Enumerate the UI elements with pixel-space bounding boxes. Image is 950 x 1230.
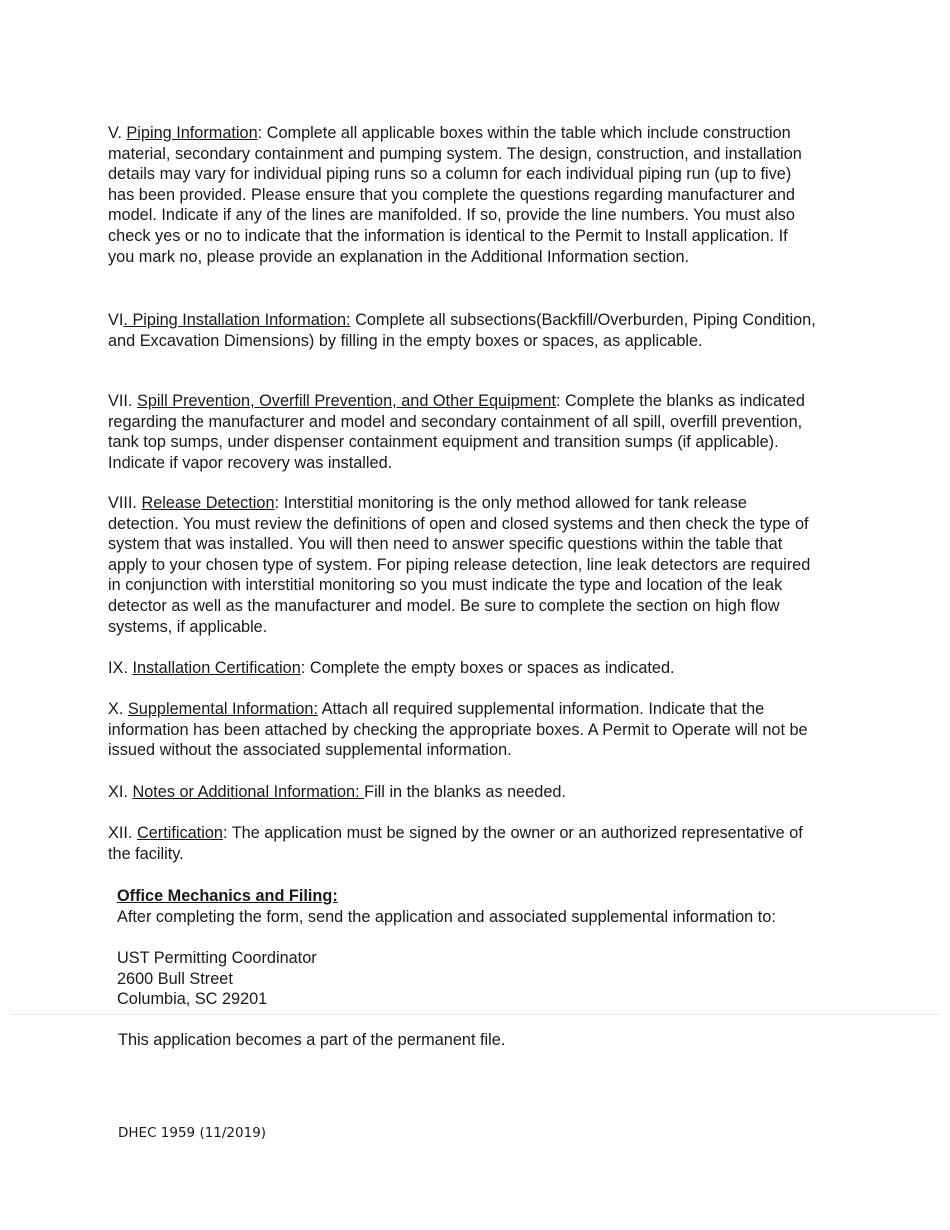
section-body: Fill in the blanks as needed.: [364, 783, 566, 801]
section-body: Complete all subsections(Backfill/Overburden, Piping Condition, and Excavation Dimensions) by filling in the empty boxes or spaces, as applicable.: [108, 311, 816, 350]
section-body: : The application must be signed by the owner or an authorized representative of the facility.: [108, 824, 803, 863]
section-number: XI.: [108, 783, 133, 801]
section-body: : Complete the blanks as indicated regarding the manufacturer and model and secondary containment of all spill, overfill prevention, tank top sumps, under dispenser containment equipment and transition sumps (if applicable). Indicate if vapor recovery was installed.: [108, 392, 805, 472]
section-number: VII.: [108, 392, 137, 410]
section-number: XII.: [108, 824, 137, 842]
address-line: Columbia, SC 29201: [117, 990, 268, 1009]
section-title: Supplemental Information:: [127, 700, 318, 718]
section-title: Installation Certification: [132, 659, 301, 677]
section-title: Release Detection: [141, 494, 275, 512]
address-line: 2600 Bull Street: [117, 969, 233, 988]
section-body: : Complete the empty boxes or spaces as indicated.: [300, 659, 675, 677]
section-title: Spill Prevention, Overfill Prevention, and Other Equipment: [136, 392, 556, 410]
office-heading: Office Mechanics and Filing:: [117, 887, 338, 905]
section-title: . Piping Installation Information:: [123, 311, 351, 329]
section-xi-notes: [108, 782, 818, 803]
section-ix-installation-certification: [108, 658, 818, 679]
section-xii-certification: [108, 823, 818, 864]
section-number: VI: [108, 311, 124, 329]
section-number: V.: [108, 124, 127, 142]
section-number: IX.: [108, 659, 133, 677]
mailing-address: [117, 948, 827, 1010]
section-vi-piping-installation: [108, 310, 818, 351]
address-line: UST Permitting Coordinator: [117, 949, 317, 967]
form-id: DHEC 1959 (11/2019): [118, 1125, 267, 1141]
section-number: X.: [108, 700, 128, 718]
section-vii-spill-overfill: [108, 391, 818, 473]
scan-divider: [10, 1014, 940, 1015]
office-mechanics: [117, 886, 877, 927]
section-body: Attach all required supplemental information. Indicate that the information has been attached by checking the appropriate boxes. A Permit to Operate will not be issued without the associated supplemental information.: [108, 700, 808, 760]
section-number: VIII.: [108, 494, 142, 512]
section-title: Certification: [136, 824, 223, 842]
section-title: Piping Information: [126, 124, 258, 142]
section-title: Notes or Additional Information:: [132, 783, 365, 801]
section-body: : Complete all applicable boxes within the table which include construction material, secondary containment and pumping system. The design, construction, and installation details may vary for individual piping runs so a column for each individual piping run (up to five) has been provided. Please ensure that you complete the questions regarding manufacturer and model. Indicate if any of the lines are manifolded. If so, provide the line numbers. You must also check yes or no to indicate that the information is identical to the Permit to Install application. If you mark no, please provide an explanation in the Additional Information section.: [108, 124, 802, 266]
closing-note: This application becomes a part of the permanent file.: [118, 1031, 506, 1049]
section-v-piping-information: [108, 123, 818, 267]
section-x-supplemental-information: [108, 699, 818, 761]
section-body: : Interstitial monitoring is the only method allowed for tank release detection. You must review the definitions of open and closed systems and then check the type of system that was installed. You will then need to answer specific questions within the table that apply to your chosen type of system. For piping release detection, line leak detectors are required in conjunction with interstitial monitoring so you must indicate the type and location of the leak detector as well as the manufacturer and model. Be sure to complete the section on high flow systems, if applicable.: [108, 494, 811, 636]
section-viii-release-detection: [108, 493, 818, 637]
office-instruction: After completing the form, send the application and associated supplemental information to:: [117, 907, 776, 926]
